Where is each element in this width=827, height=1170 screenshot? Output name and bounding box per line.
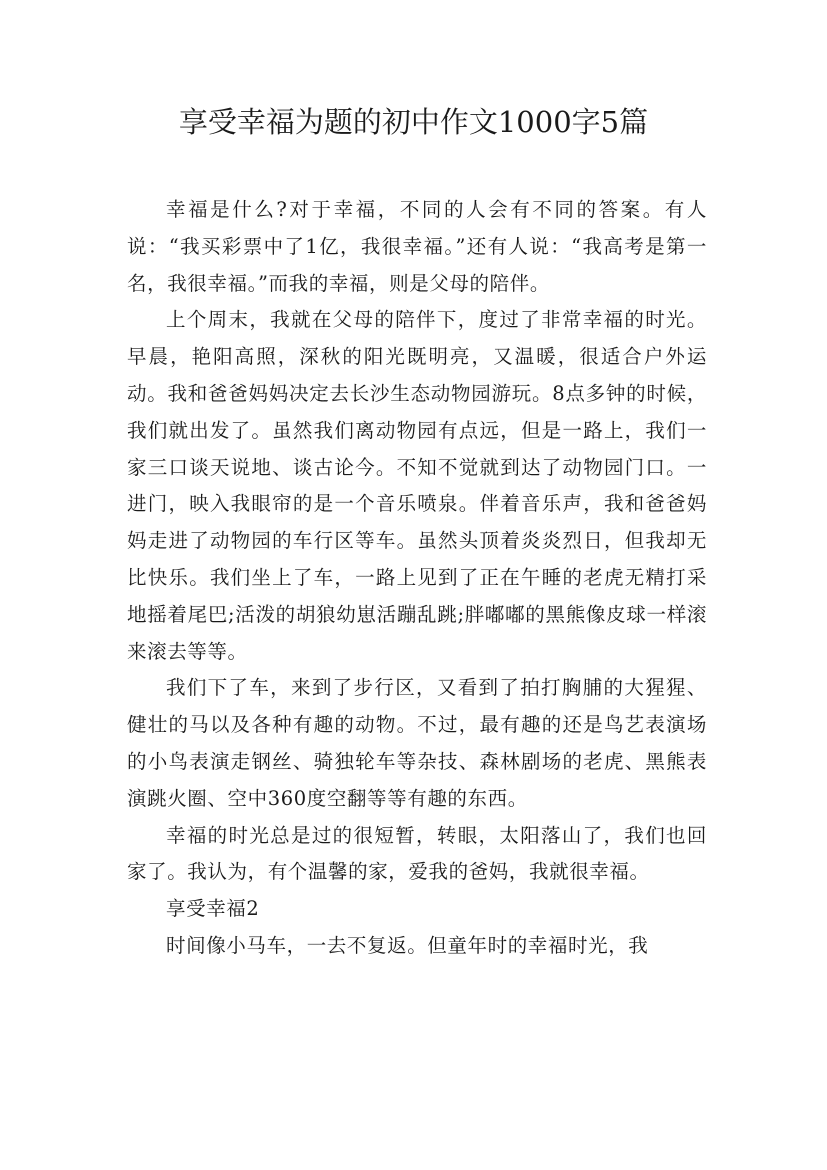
paragraph-conclusion: 幸福的时光总是过的很短暂，转眼，太阳落山了，我们也回家了。我认为，有个温馨的家，爱我的爸妈，我就很幸福。 [127, 823, 707, 884]
paragraph-second-essay-start: 时间像小马车，一去不复返。但童年时的幸福时光，我 [166, 933, 649, 957]
paragraph-intro: 幸福是什么?对于幸福，不同的人会有不同的答案。有人说：“我买彩票中了1亿，我很幸福。”还有人说：“我高考是第一名，我很幸福。”而我的幸福，则是父母的陪伴。 [127, 198, 707, 295]
article-body [127, 192, 707, 965]
document-title: 享受幸福为题的初中作文1000字5篇 [178, 105, 649, 139]
paragraph-weekend-zoo: 上个周末，我就在父母的陪伴下，度过了非常幸福的时光。早晨，艳阳高照，深秋的阳光既明亮，又温暖，很适合户外运动。我和爸爸妈妈决定去长沙生态动物园游玩。8点多钟的时候，我们就出发了。虽然我们离动物园有点远，但是一路上，我们一家三口谈天说地、谈古论今。不知不觉就到达了动物园门口。一进门，映入我眼帘的是一个音乐喷泉。伴着音乐声，我和爸爸妈妈走进了动物园的车行区等车。虽然头顶着炎炎烈日，但我却无比快乐。我们坐上了车，一路上见到了正在午睡的老虎无精打采地摇着尾巴;活泼的胡狼幼崽活蹦乱跳;胖嘟嘟的黑熊像皮球一样滚来滚去等等。 [127, 308, 707, 663]
paragraph-walking-area: 我们下了车，来到了步行区，又看到了拍打胸脯的大猩猩、健壮的马以及各种有趣的动物。不过，最有趣的还是鸟艺表演场的小鸟表演走钢丝、骑独轮车等杂技、森林剧场的老虎、黑熊表演跳火圈、空中360度空翻等等有趣的东西。 [127, 676, 707, 810]
section-heading-2: 享受幸福2 [166, 897, 260, 921]
